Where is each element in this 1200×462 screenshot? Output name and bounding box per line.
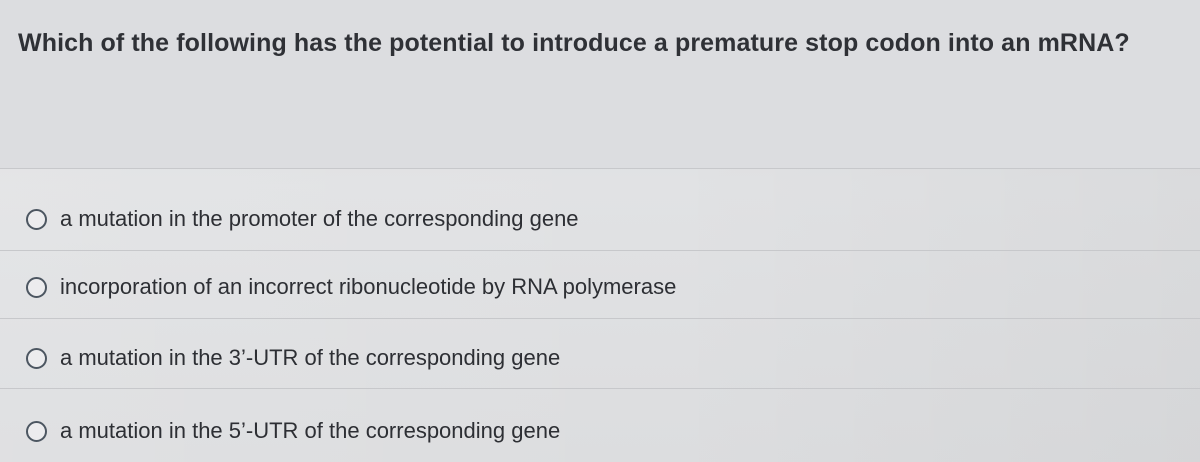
- option-divider: [0, 318, 1200, 319]
- option-label: a mutation in the promoter of the corresponding gene: [60, 206, 579, 231]
- answer-option-3[interactable]: [26, 338, 1166, 378]
- radio-button[interactable]: [26, 348, 47, 369]
- option-label: incorporation of an incorrect ribonucleotide by RNA polymerase: [60, 274, 677, 299]
- option-divider: [0, 388, 1200, 389]
- question-panel: [0, 0, 1200, 168]
- option-label: a mutation in the 3’-UTR of the corresponding gene: [60, 345, 561, 370]
- radio-button[interactable]: [26, 209, 47, 230]
- radio-button[interactable]: [26, 421, 47, 442]
- option-divider: [0, 250, 1200, 251]
- option-label: a mutation in the 5’-UTR of the corresponding gene: [60, 418, 561, 443]
- answer-option-4[interactable]: [26, 411, 1166, 451]
- question-divider: [0, 168, 1200, 169]
- answer-option-2[interactable]: [26, 267, 1166, 307]
- question-text: Which of the following has the potential to introduce a premature stop codon into an mRNA?: [18, 29, 1130, 57]
- radio-button[interactable]: [26, 277, 47, 298]
- answer-option-1[interactable]: [26, 199, 1166, 239]
